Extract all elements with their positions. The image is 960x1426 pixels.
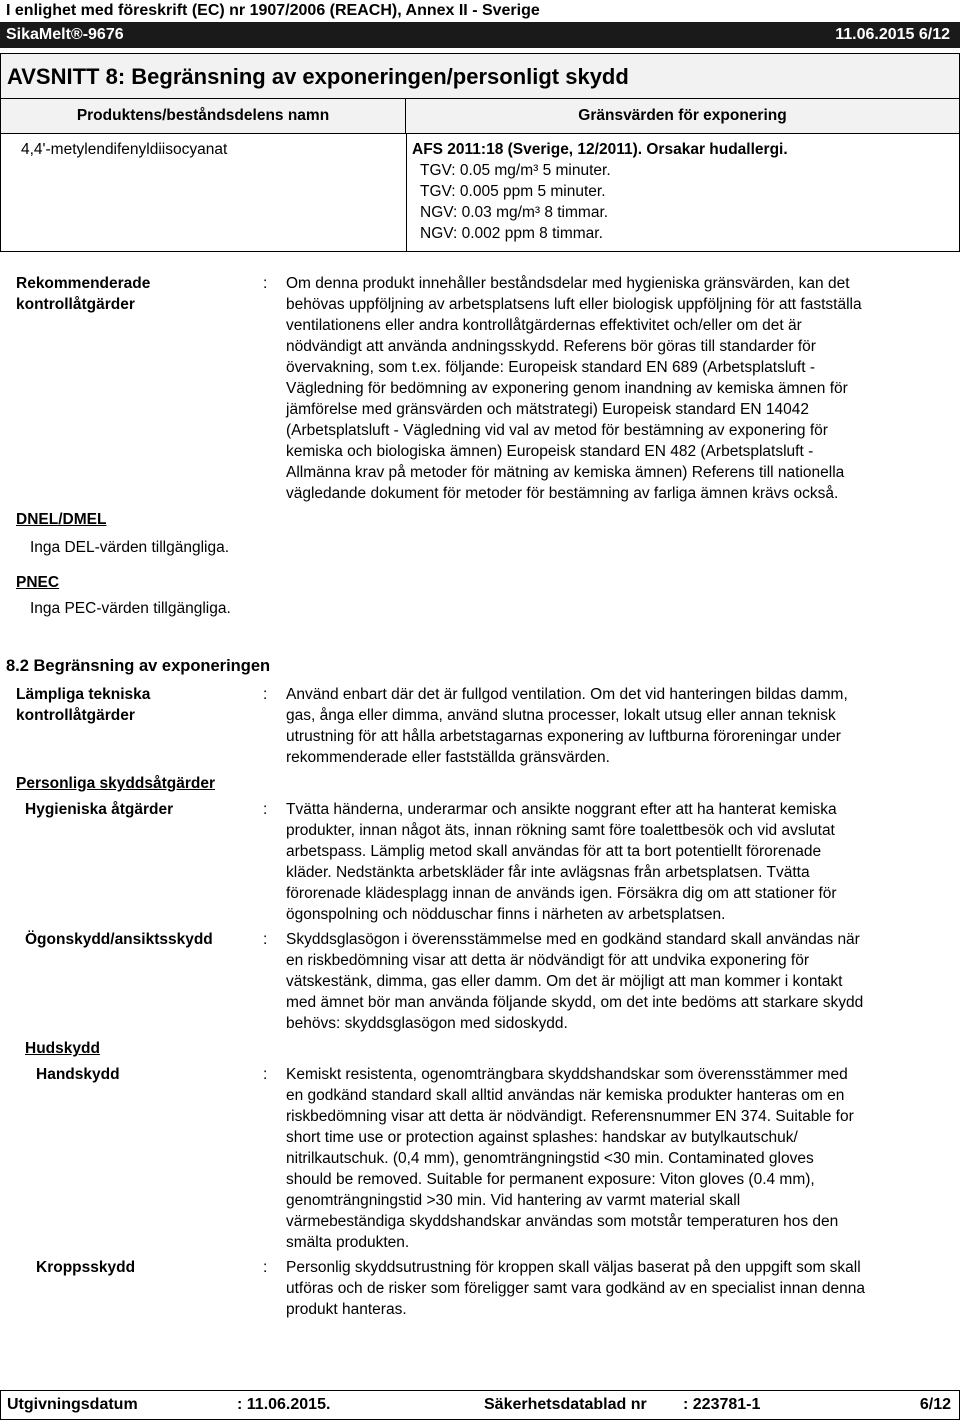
sds-number-label: Säkerhetsdatablad nr	[484, 1396, 647, 1413]
text-line: Kemiskt resistenta, ogenomträngbara skyddshandskar som överensstämmer med	[286, 1066, 848, 1083]
label-line: Lämpliga tekniska	[16, 686, 151, 703]
column-divider	[406, 134, 407, 251]
section-8-2-title: 8.2 Begränsning av exponeringen	[6, 657, 271, 675]
limit-values	[412, 139, 952, 244]
date-page: 11.06.2015 6/12	[835, 26, 950, 43]
text-line: kläder. Nedstänkta arbetskläder får inte avlägsnas från arbetsplatsen. Tvätta	[286, 864, 810, 881]
text-line: produkt hanteras.	[286, 1301, 407, 1318]
text-line: Om denna produkt innehåller beståndsdelar med hygieniska gränsvärden, kan det	[286, 275, 850, 292]
text-line: short time use or protection against splashes: handskar av butylkautschuk/	[286, 1129, 798, 1146]
text-line: produkter, innan något äts, innan rökning samt före toalettbesök och vid avslutat	[286, 822, 835, 839]
text-line: Tvätta händerna, underarmar och ansikte noggrant efter att ha hanterat kemiska	[286, 801, 837, 818]
text-line: Personlig skyddsutrustning för kroppen skall väljas baserat på den uppgift som skall	[286, 1259, 861, 1276]
hand-protection-text	[286, 1064, 951, 1253]
hygiene-text	[286, 799, 951, 925]
hygiene-label: Hygieniska åtgärder	[25, 801, 174, 818]
text-line: gas, ånga eller dimma, använd slutna processer, lokalt utsug eller annan teknisk	[286, 707, 836, 724]
dnel-heading: DNEL/DMEL	[16, 511, 107, 528]
colon: :	[263, 801, 268, 818]
dnel-text: Inga DEL-värden tillgängliga.	[30, 539, 230, 556]
recommended-label	[16, 273, 256, 315]
text-line: genomträngningstid >30 min. Vid hantering av varmt material skall	[286, 1192, 741, 1209]
text-line: värmebeständiga skyddshandskar användas som motstår temperaturen hos den	[286, 1213, 839, 1230]
limit-line: TGV: 0.005 ppm 5 minuter.	[420, 183, 606, 200]
colon: :	[263, 686, 268, 703]
text-line: ventilationens eller andra kontrollåtgärdernas effektivitet och/eller om det är	[286, 317, 802, 334]
text-line: behövas uppföljning av arbetsplatsens luft eller biologisk uppföljning för att fastställa	[286, 296, 862, 313]
colon: :	[263, 931, 268, 948]
text-line: smälta produkten.	[286, 1234, 410, 1251]
product-name: SikaMelt®-9676	[6, 26, 124, 43]
text-line: kemiska och biologiska ämnen) Europeisk standard EN 482 (Arbetsplatsluft -	[286, 443, 814, 460]
colon: :	[263, 1259, 268, 1276]
column-header-limits: Gränsvärden för exponering	[578, 107, 787, 124]
regulation-header: I enlighet med föreskrift (EC) nr 1907/2006 (REACH), Annex II - Sverige	[6, 2, 540, 19]
text-line: ögonspolning och nödduschar finns i närheten av arbetsplatsen.	[286, 906, 726, 923]
text-line: Vägledning för bedömning av exponering genom inandning av kemiska ämnen för	[286, 380, 848, 397]
limit-line: NGV: 0.03 mg/m³ 8 timmar.	[420, 204, 609, 221]
issue-date-label: Utgivningsdatum	[7, 1396, 138, 1413]
text-line: jämförelse med gränsvärden och mätstrategi) Europeisk standard EN 14042	[286, 401, 809, 418]
technical-label	[16, 684, 256, 726]
text-line: förorenade klädesplagg innan de används igen. Försäkra dig om att stationer för	[286, 885, 837, 902]
text-line: Skyddsglasögon i överensstämmelse med en godkänd standard skall användas när	[286, 931, 860, 948]
pnec-heading: PNEC	[16, 574, 60, 591]
sds-number-value: : 223781-1	[683, 1396, 761, 1413]
limit-line: AFS 2011:18 (Sverige, 12/2011). Orsakar hudallergi.	[412, 141, 788, 158]
issue-date-value: : 11.06.2015.	[237, 1396, 331, 1413]
text-line: arbetspass. Lämplig metod skall användas för att ta bort potentiellt förorenade	[286, 843, 822, 860]
body-protection-text	[286, 1257, 951, 1320]
text-line: behövs: skyddsglasögon med sidoskydd.	[286, 1015, 568, 1032]
eye-protection-text	[286, 929, 951, 1034]
table-header	[1, 99, 959, 134]
label-line: kontrollåtgärder	[16, 707, 135, 724]
substance-name: 4,4'-metylendifenyldiisocyanat	[21, 141, 228, 158]
page-number: 6/12	[919, 1396, 951, 1413]
text-line: en riskbedömning visar att detta är nödvändigt för att undvika exponering för	[286, 952, 810, 969]
text-line: en godkänd standard skall alltid användas när kemiska produkter hanteras om en	[286, 1087, 845, 1104]
text-line: nödvändigt att använda andningsskydd. Referens bör göras till standarder för	[286, 338, 816, 355]
text-line: Använd enbart där det är fullgod ventilation. Om det vid hanteringen bildas damm,	[286, 686, 848, 703]
limit-line: TGV: 0.05 mg/m³ 5 minuter.	[420, 162, 611, 179]
colon: :	[263, 275, 268, 292]
text-line: utföras och de risker som föreligger samt vara godkänd av en specialist innan denna	[286, 1280, 865, 1297]
text-line: övervakning, som t.ex. följande: Europeisk standard EN 689 (Arbetsplatsluft -	[286, 359, 815, 376]
text-line: (Arbetsplatsluft - Vägledning vid val av metod för bestämning av exponering för	[286, 422, 828, 439]
column-header-name: Produktens/beståndsdelens namn	[1, 99, 406, 133]
hand-protection-label: Handskydd	[36, 1066, 120, 1083]
label-line: kontrollåtgärder	[16, 296, 135, 313]
product-header-bar	[0, 22, 960, 48]
footer-bar	[0, 1390, 960, 1420]
text-line: rekommenderade eller fastställda gränsvärden.	[286, 749, 610, 766]
text-line: should be removed. Suitable for permanent exposure: Viton gloves (0.4 mm),	[286, 1171, 815, 1188]
label-line: Rekommenderade	[16, 275, 151, 292]
body-protection-label: Kroppsskydd	[36, 1259, 136, 1276]
text-line: vätskestänk, dimma, gas eller damm. Om det är möjligt att man kommer i kontakt	[286, 973, 843, 990]
text-line: med ämnet bör man använda följande skydd, om det inte bedöms att starkare skydd	[286, 994, 864, 1011]
text-line: riskbedömning visar att detta är nödvändigt. Referensnummer EN 374. Suitable for	[286, 1108, 854, 1125]
limit-line: NGV: 0.002 ppm 8 timmar.	[420, 225, 603, 242]
exposure-limits-table	[0, 98, 960, 252]
text-line: Allmänna krav på metoder för mätning av kemiska ämnen) Referens till nationella	[286, 464, 845, 481]
text-line: utrustning för att hålla arbetstagarnas exponering av luftburna föroreningar under	[286, 728, 841, 745]
pnec-text: Inga PEC-värden tillgängliga.	[30, 600, 231, 617]
text-line: nitrilkautschuk. (0,4 mm), genomträngningstid <30 min. Contaminated gloves	[286, 1150, 814, 1167]
eye-protection-label: Ögonskydd/ansiktsskydd	[25, 931, 213, 948]
colon: :	[263, 1066, 268, 1083]
recommended-text	[286, 273, 951, 504]
personal-protection-heading: Personliga skyddsåtgärder	[16, 775, 215, 792]
section-title: AVSNITT 8: Begränsning av exponeringen/personligt skydd	[0, 53, 960, 101]
text-line: vägledande dokument för metoder för bestämning av farliga ämnen krävs också.	[286, 485, 839, 502]
technical-text	[286, 684, 951, 768]
skin-protection-heading: Hudskydd	[25, 1040, 100, 1057]
